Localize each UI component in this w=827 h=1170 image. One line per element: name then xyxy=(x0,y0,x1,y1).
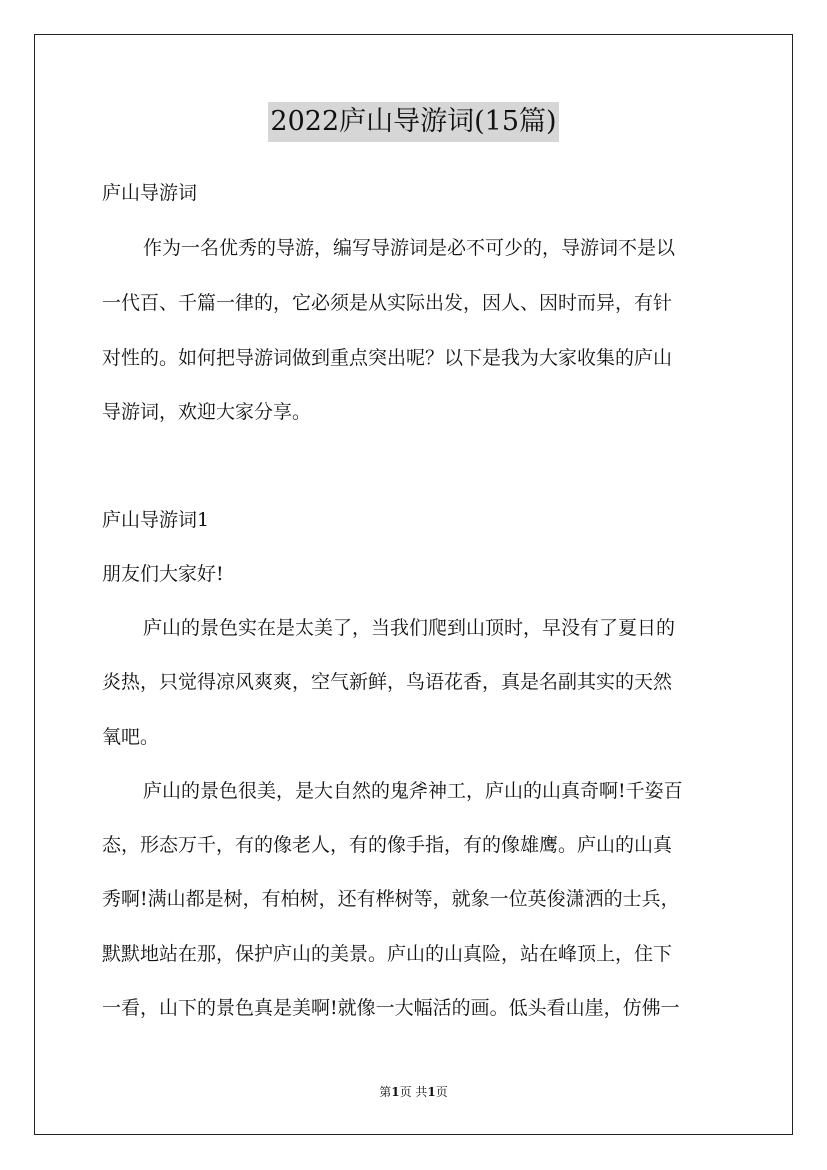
paragraph-line: 庐山的景色实在是太美了，当我们爬到山顶时，早没有了夏日的 xyxy=(143,617,676,639)
document-title-wrapper xyxy=(0,102,827,142)
document-title: 2022庐山导游词(15篇) xyxy=(268,102,558,142)
page-number: 1 xyxy=(391,1085,400,1099)
paragraph-line: 炎热，只觉得凉风爽爽，空气新鲜，鸟语花香，真是名副其实的天然 xyxy=(102,671,673,693)
paragraph-line: 一看，山下的景色真是美啊!就像一大幅活的画。低头看山崖，仿佛一 xyxy=(102,997,680,1019)
paragraph-line: 庐山的景色很美，是大自然的鬼斧神工，庐山的山真奇啊!千姿百 xyxy=(143,780,683,802)
page-suffix: 页 xyxy=(435,1085,448,1099)
paragraph-line: 态，形态万千，有的像老人，有的像手指，有的像雄鹰。庐山的山真 xyxy=(102,834,673,856)
greeting-line: 朋友们大家好! xyxy=(102,563,224,585)
paragraph-line: 默默地站在那，保护庐山的美景。庐山的山真险，站在峰顶上，住下 xyxy=(102,943,673,965)
page-mid: 页 共 xyxy=(399,1085,428,1099)
paragraph-line: 秀啊!满山都是树，有柏树，还有桦树等，就象一位英俊潇洒的士兵， xyxy=(102,888,680,910)
paragraph-line: 氧吧。 xyxy=(102,726,160,748)
page-total: 1 xyxy=(427,1085,436,1099)
section-heading: 庐山导游词1 xyxy=(102,509,210,531)
page-prefix: 第 xyxy=(379,1085,392,1099)
section-heading: 庐山导游词 xyxy=(102,182,198,204)
paragraph-line: 一代百、千篇一律的，它必须是从实际出发，因人、因时而异，有针 xyxy=(102,292,673,314)
paragraph-line: 导游词，欢迎大家分享。 xyxy=(102,401,312,423)
paragraph-line: 对性的。如何把导游词做到重点突出呢？以下是我为大家收集的庐山 xyxy=(102,347,673,369)
paragraph-line: 作为一名优秀的导游，编写导游词是必不可少的，导游词不是以 xyxy=(143,237,676,259)
page-footer xyxy=(0,1084,827,1100)
